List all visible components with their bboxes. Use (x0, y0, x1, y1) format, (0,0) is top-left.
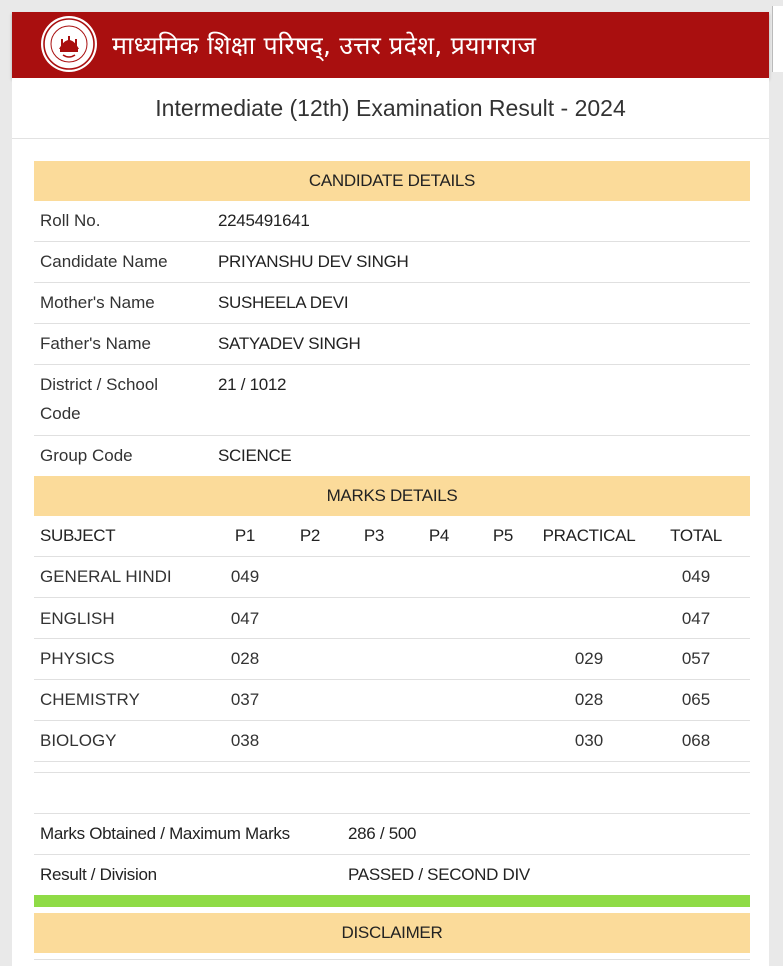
candidate-name-label: Candidate Name (40, 252, 168, 271)
subject-name: GENERAL HINDI (40, 567, 172, 586)
p1-marks: 037 (230, 690, 260, 709)
practical-marks: 030 (574, 731, 604, 750)
subject-name: BIOLOGY (40, 731, 117, 750)
result-division-label: Result / Division (40, 865, 157, 884)
disclaimer-header: DISCLAIMER (34, 913, 750, 953)
page-edge (772, 6, 783, 72)
table-spacer-row (34, 762, 750, 773)
mother-name-label: Mother's Name (40, 293, 155, 312)
p1-marks: 047 (230, 609, 260, 628)
district-school-value: 21 / 1012 (218, 375, 287, 394)
page-title: Intermediate (12th) Examination Result - 2024 (12, 78, 769, 139)
marks-obtained-row (34, 814, 750, 855)
table-row (34, 680, 750, 721)
table-row (34, 598, 750, 639)
col-p4: P4 (428, 526, 450, 545)
total-marks: 065 (681, 690, 711, 709)
board-name: माध्यमिक शिक्षा परिषद्, उत्तर प्रदेश, प्रयागराज (112, 31, 537, 60)
col-p5: P5 (492, 526, 514, 545)
marks-table-header (34, 516, 750, 557)
table-spacer-row (34, 773, 750, 814)
table-row (34, 721, 750, 762)
marks-details-header: MARKS DETAILS (34, 476, 750, 516)
father-name-label: Father's Name (40, 334, 151, 353)
result-card (12, 78, 769, 966)
candidate-details-header: CANDIDATE DETAILS (34, 161, 750, 201)
practical-marks: 028 (574, 690, 604, 709)
practical-marks: 029 (574, 649, 604, 668)
roll-no-label: Roll No. (40, 211, 101, 230)
candidate-row-district-school (34, 365, 750, 436)
candidate-name-value: PRIYANSHU DEV SINGH (218, 252, 409, 271)
col-p1: P1 (234, 526, 256, 545)
marks-obtained-label: Marks Obtained / Maximum Marks (40, 824, 290, 843)
subject-name: CHEMISTRY (40, 690, 140, 709)
col-subject: SUBJECT (40, 526, 116, 545)
subject-name: PHYSICS (40, 649, 115, 668)
total-marks: 057 (681, 649, 711, 668)
result-division-row (34, 855, 750, 895)
p1-marks: 028 (230, 649, 260, 668)
group-code-value: SCIENCE (218, 446, 292, 465)
candidate-row-group (34, 436, 750, 475)
result-division-value: PASSED / SECOND DIV (348, 865, 530, 884)
p1-marks: 038 (230, 731, 260, 750)
col-total: TOTAL (670, 526, 722, 545)
candidate-row-mother (34, 283, 750, 324)
p1-marks: 049 (230, 567, 260, 586)
candidate-row-father (34, 324, 750, 365)
divider (34, 959, 750, 960)
total-marks: 047 (681, 609, 711, 628)
result-status-bar (34, 895, 750, 907)
table-row (34, 639, 750, 680)
up-board-emblem-icon (40, 15, 98, 73)
table-row (34, 557, 750, 598)
subject-name: ENGLISH (40, 609, 115, 628)
col-practical: PRACTICAL (542, 526, 636, 545)
candidate-row-roll-no (34, 201, 750, 242)
total-marks: 049 (681, 567, 711, 586)
mother-name-value: SUSHEELA DEVI (218, 293, 349, 312)
district-school-label: District / School Code (40, 375, 159, 423)
group-code-label: Group Code (40, 446, 133, 465)
candidate-row-name (34, 242, 750, 283)
header-bar (12, 12, 769, 78)
father-name-value: SATYADEV SINGH (218, 334, 361, 353)
marks-obtained-value: 286 / 500 (348, 824, 417, 843)
col-p3: P3 (363, 526, 385, 545)
total-marks: 068 (681, 731, 711, 750)
roll-no-value: 2245491641 (218, 211, 310, 230)
col-p2: P2 (299, 526, 321, 545)
